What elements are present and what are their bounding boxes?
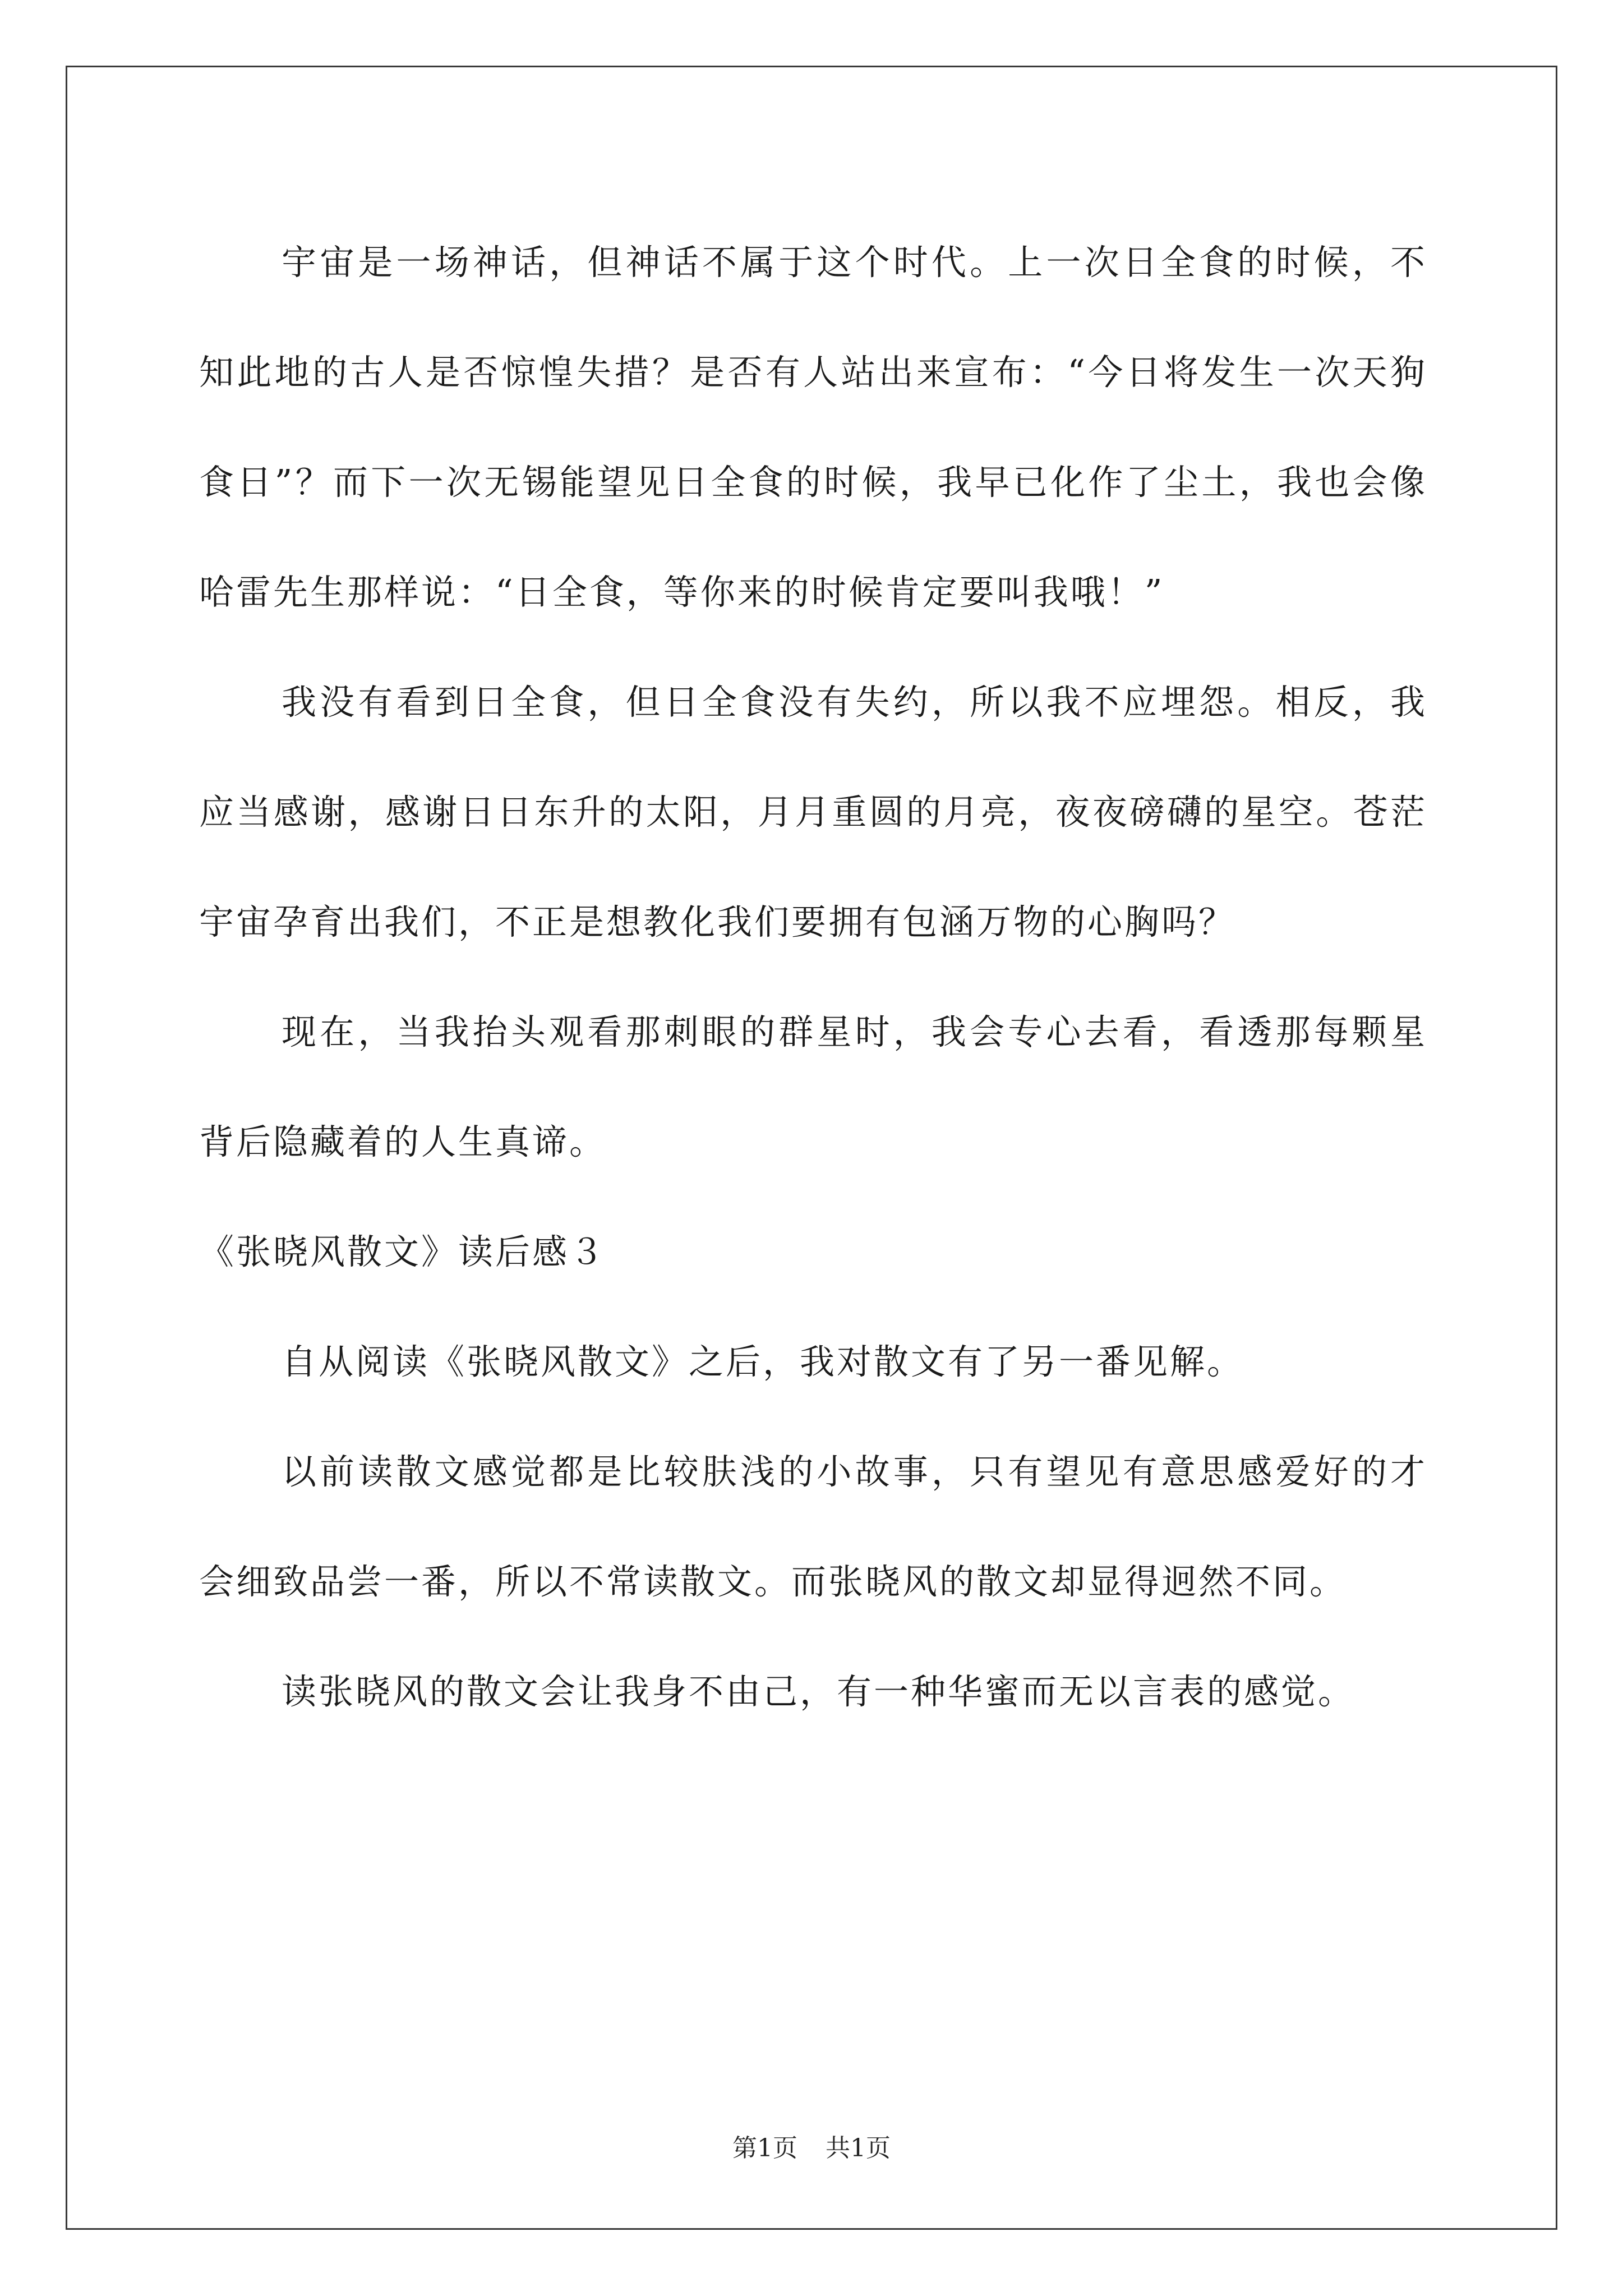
paragraph: 我没有看到日全食，但日全食没有失约，所以我不应埋怨。相反，我应当感谢，感谢日日东升的太阳，月月重圆的月亮，夜夜磅礴的星空。苍茫宇宙孕育出我们，不正是想教化我们要拥有包涵万物的心胸吗？ xyxy=(199,682,1427,942)
paragraph: 以前读散文感觉都是比较肤浅的小故事，只有望见有意思感爱好的才会细致品尝一番，所以不常读散文。而张晓风的散文却显得迥然不同。 xyxy=(199,1451,1427,1602)
page-number: 第1页 xyxy=(732,2134,797,2162)
section-heading: 《张晓风散文》读后感３ xyxy=(199,1231,607,1272)
paragraph: 宇宙是一场神话，但神话不属于这个时代。上一次日全食的时候，不知此地的古人是否惊惶失措？是否有人站出来宣布：“今日将发生一次天狗食日”？而下一次无锡能望见日全食的时候，我早已化作了尘土，我也会像哈雷先生那样说：“日全食，等你来的时候肯定要叫我哦！” xyxy=(199,242,1427,613)
paragraph: 读张晓风的散文会让我身不由己，有一种华蜜而无以言表的感觉。 xyxy=(282,1671,1355,1712)
document-body xyxy=(199,208,1427,1747)
paragraph: 现在，当我抬头观看那刺眼的群星时，我会专心去看，看透那每颗星背后隐藏着的人生真谛。 xyxy=(199,1011,1427,1162)
paragraph: 自从阅读《张晓风散文》之后，我对散文有了另一番见解。 xyxy=(282,1341,1244,1382)
page-footer xyxy=(0,2132,1623,2165)
page-total: 共1页 xyxy=(826,2134,891,2162)
